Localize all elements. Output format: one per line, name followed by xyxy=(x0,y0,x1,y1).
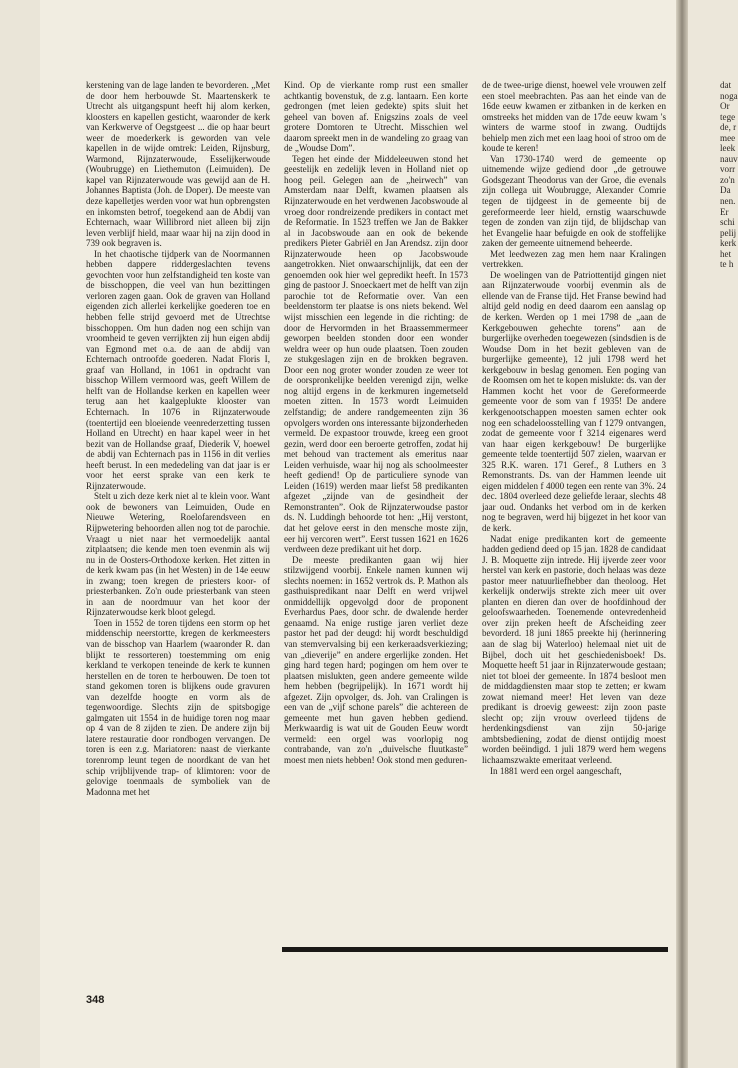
paragraph: Kind. Op de vierkante romp rust een smaller achtkantig bovenstuk, de z.g. lantaarn. Een korte gedrongen (met leien gedekte) spits sluit het geheel van boven af. Enigszins zoals de veel grotere Domtoren te Utrecht. Misschien wel daarom spreekt men in de wandeling zo graag van de „Woudse Dom”. xyxy=(284,80,468,154)
fragment-line: vorr xyxy=(720,164,736,175)
paragraph: In het chaotische tijdperk van de Noormannen hebben dappere riddergeslachten tevens gevochten voor hun zelfstandigheid ten koste van de bisschoppen, die veel van hun bezittingen verloren zagen gaan. Ook de graven van Holland eigenden zich allerlei kerkelijke goederen toe en hebben felle strijd gevoerd met de Utrechtse bisschoppen. Om hun daden nog een schijn van vroomheid te geven verrijkten zij hun eigen abdij van Egmond met o.a. de aan de abdij van Echternach ontroofde goederen. Nadat Floris I, graaf van Holland, in 1061 in opdracht van bisschop Willem vermoord was, geeft Willem de helft van de Hollandse kerken en kapellen weer terug aan het kaalgeplukte klooster van Echternach. In 1076 in Rijnzaterwoude (toentertijd een bloeiende veenrederzetting tussen Holland en Utrecht) en haar kapel weer in het bezit van de Hollandse graaf, Diederik V, hoewel de abdij van Echternach pas in 1156 in dit verlies heeft berust. In een mededeling van dat jaar is er voor het eerst sprake van een kerk te Rijnzaterwoude. xyxy=(86,248,270,491)
paragraph: Met leedwezen zag men hem naar Kralingen vertrekken. xyxy=(482,248,666,270)
fragment-line: leek xyxy=(720,143,736,154)
page-number: 348 xyxy=(86,994,105,1006)
fragment-line: nauv xyxy=(720,153,738,164)
paragraph: De woelingen van de Patriottentijd gingen niet aan Rijnzaterwoude voorbij evenmin als de ellende van de Franse tijd. Het Franse bewind had altijd geld nodig en deed daarom een aanslag op de kerken. Werden op 1 mei 1798 de „aan de Kerkgebouwen gehechte torens” aan de burgerlijke overheden toegewezen (sindsdien is de Woudse Dom in het bezit gebleven van de burgerlijke gemeente), 12 juli 1798 werd het kerkgebouw in beslag genomen. Een poging van de Roomsen om het te kopen mislukte: ds. van der Hammen kocht het voor de Gereformeerde gemeente voor de som van f 1935! De andere kerkgenootschappen moesten samen echter ook nog een schadeloosstelling van f 1279 ontvangen, zodat de gemeente voor f 3214 eigenares werd van haar eigen kerkgebouw! De burgerlijke gemeente telde toentertijd 507 zielen, waarvan er 325 R.K. waren. 171 Geref., 8 Luthers en 3 Remonstrants. Ds. van der Hammen leende uit eigen middelen f 4000 tegen een rente van 3%. 24 dec. 1804 overleed deze geliefde leraar, slechts 48 jaar oud. Ondanks het verbod om in de kerken nog te begraven, werd hij bijgezet in het koor van de kerk. xyxy=(482,269,666,533)
paragraph: kerstening van de lage landen te bevorderen. „Met de door hem herbouwde St. Maartenskerk te Utrecht als uitgangspunt heeft hij alom kerken, kloosters en kapellen gesticht, waaronder de kerk van Kerkwerve of Oegstgeest ... die op haar beurt weer de moederkerk is geworden van vele kapellen in de wijde omtrek: Leiden, Rijnsburg, Warmond, Rijnzaterwoude, Esselijkerwoude (Woubrugge) en Liethemuton (Leimuiden). De kapel van Rijnzaterwoude was gewijd aan de H. Johannes Baptista (Joh. de Doper). De meeste van deze kapelletjes werden voor wat hun opbrengsten en inkomsten betrof, toegekend aan de Abdij van Echternach, waar Willibrord niet alleen bij zijn leven verblijf hield, maar waar hij na zijn dood in 739 ook begraven is. xyxy=(86,80,270,249)
fragment-line: Or xyxy=(720,101,730,112)
fragment-line: kerk xyxy=(720,238,737,249)
paragraph: Stelt u zich deze kerk niet al te klein voor. Want ook de bewoners van Leimuiden, Oude en Nieuwe Wetering, Roelofarendsveen en Rijpwetering behoorden allen nog tot de parochie. Vraagt u niet naar het vermoedelijk aantal zitplaatsen; die kende men toen evenmin als wij nu in de Oosters-Orthodoxe kerken. Het zitten in de kerk kwam pas (in het Westen) in de 14e eeuw in zwang; toen kregen de priesters koor- of priesterbanken. Zo'n oude priesterbank van steen in aan de noordmuur van het koor der Rijnzaterwoudse kerk bloot gelegd. xyxy=(86,491,270,618)
paragraph: Toen in 1552 de toren tijdens een storm op het middenschip neerstortte, kregen de kerkmeesters van de bisschop van Haarlem (waaronder R. dan blijkt te ressorteren) toestemming om enig kerkland te verkopen teneinde de kerk te kunnen herstellen en de toren te herbouwen. De toen tot stand gekomen toren is blijkens oude gravuren van dezelfde hoogte en vorm als de tegenwoordige. Slechts zijn de spitsbogige galmgaten uit 1554 in de huidige toren nog maar op 4 van de 8 zijden te zien. De andere zijn bij latere restauratie door rondbogen vervangen. De toren is een z.g. Mariatoren: naast de vierkante torenromp leunt tegen de noordkant de van het schip vrijblijvende trap- of klimtoren: voor de gelovige toenmaals de symboliek van de Madonna met het xyxy=(86,617,270,797)
right-page-text-fragments xyxy=(720,80,738,270)
fragment-line: dat xyxy=(720,80,732,90)
paragraph: De meeste predikanten gaan wij hier stilzwijgend voorbij. Enkele namen kunnen wij slechts noemen: in 1652 vertrok ds. P. Mathon als gasthuispredikant naar Delft en werd vrijwel onmiddellijk opgevolgd door de proponent Everhardus Paes, door schr. de dwalende herder genaamd. Na enige rustige jaren verliet deze pastor het pad der deugd: hij wordt beschuldigd van stemvervalsing bij een kerkeraadsverkiezing; van „dieverije” en andere ergerlijke zonden. Het ging hard tegen hard; pogingen om hem over te plaatsen mislukten, geen andere gemeente wilde hem hebben (begrijpelijk). In 1671 wordt hij afgezet. Zijn opvolger, ds. Joh. van Cralingen is een van de „vijf schone parels” die achtereen de gemeente met hun gaven hebben gediend. Merkwaardig is wat uit de Gouden Eeuw wordt vermeld: een orgel was voorlopig nog contrabande, van zo'n „duivelsche fluutkaste” moest men niets hebben! Ook stond men geduren- xyxy=(284,554,468,765)
paragraph: Van 1730-1740 werd de gemeente op uitnemende wijze gediend door „de getrouwe Godsgezant Theodorus van der Groe, die evenals zijn collega uit Woubrugge, Alexander Comrie tegen de tijdgeest in de gemeente bij de gereformeerde leer hield, ernstig waarschuwde tegen de zonden van zijn tijd, de blijdschap van het Evangelie haar befuigde en ook de stoffelijke zaken der gemeente uitnemend beheerde. xyxy=(482,153,666,249)
fragment-line: pelij xyxy=(720,227,737,238)
text-column-2 xyxy=(284,80,468,766)
text-column-1 xyxy=(86,80,270,797)
fragment-line: zo'n xyxy=(720,174,735,185)
footer-rule xyxy=(282,947,668,952)
fragment-line: noga xyxy=(720,90,738,101)
fragment-line: tege xyxy=(720,111,736,122)
paragraph: In 1881 werd een orgel aangeschaft, xyxy=(490,765,622,776)
fragment-line: de, r xyxy=(720,122,737,133)
fragment-line: Da xyxy=(720,185,731,196)
fragment-line: het xyxy=(720,248,732,259)
fragment-line: Er xyxy=(720,206,729,217)
book-gutter xyxy=(676,0,688,1068)
fragment-line: mee xyxy=(720,132,736,143)
paragraph: de de twee-urige dienst, hoewel vele vrouwen zelf een stoel meebrachten. Pas aan het einde van de 16de eeuw kwamen er zitbanken in de kerken en omstreeks het midden van de 17de eeuw kwam 's winters de warme stoof in zwang. Oudtijds behielp men zich met een laag hooi of stroo om de koude te keren! xyxy=(482,80,666,154)
fragment-line: schi xyxy=(720,217,735,228)
paragraph: Tegen het einde der Middeleeuwen stond het geestelijk en zedelijk leven in Holland niet op hoog peil. Gelegen aan de „heirwech” van Amsterdam naar Delft, kwamen plaatsen als Rijnzaterwoude en het verdwenen Jacobswoude al vroeg door rondreizende predikers in contact met de Reformatie. In 1523 treffen we Jan de Bakker al in Jacobswoude aan en ook de bekende predikers Pieter Gabriël en Jan Arendsz. zijn door Rijnzaterwoude heen op Jacobswoude aangetrokken. Niet onwaarschijnlijk, dat een der genoemden ook hier wel gepredikt heeft. In 1573 ging de pastoor J. Snoeckaert met de helft van zijn parochie tot de Reformatie over. Van een beeldenstorm ter plaatse is ons niets bekend. Wel wijst misschien een legende in die richting: de door de Hervormden in het Braassemmermeer geworpen beelden stonden door een wonder weldra weer op hun oude plaatsen. Toen zouden ze stukgeslagen zijn en de brokken begraven. Door een nog groter wonder zouden ze weer tot de oorspronkelijke beelden verenigd zijn, welke nog altijd ergens in de kerkmuren ingemetseld moeten zitten. In 1573 wordt Leimuiden zelfstandig; de andere randgemeenten zijn 36 opvolgers worden ons interessante bijzonderheden vermeld. De expastoor trouwde, kreeg een groot gezin, werd door een beroerte getroffen, zodat hij met behoud van tractement als emeritus naar Leiden verhuisde, waar hij nog als schoolmeester heeft gediend! Op de particuliere synode van Leiden (1619) werden maar liefst 58 predikanten afgezet „zijnde van de gesindheit der Remonstranten”. Ook de Rijnzaterwoudse pastor ds. N. Luddingh behoorde tot hen: „Hij verstont, dat het gelove eerst in den mensche moste zijn, eer hij vercoren wert”. Eerst tussen 1621 en 1626 verdween deze predikant uit het dorp. xyxy=(284,153,468,555)
fragment-line: te h xyxy=(720,259,734,270)
fragment-line: nen. xyxy=(720,196,736,207)
paragraph: Nadat enige predikanten kort de gemeente hadden gediend deed op 15 jan. 1828 de candidaat J. B. Moquette zijn intrede. Hij ijverde zeer voor herstel van kerk en pastorie, doch helaas was deze pastor meer natuurliefhebber dan theoloog. Het kerkelijk onderwijs strekte zich meer uit over planten en dieren dan over de hoofdinhoud der geloofswaarheden. Toenemende ontevredenheid over zijn preken heeft de Afscheiding zeer bevorderd. 18 juni 1865 preekte hij (herinnering aan de slag bij Waterloo) helemaal niet uit de Bijbel, doch uit het geschiedenisboek! Ds. Moquette heeft 51 jaar in Rijnzaterwoude gestaan; niet tot bloei der gemeente. In 1874 besloot men de middagdiensten maar stop te zetten; er kwam zowat niemand meer! Het leven van deze predikant is droevig geweest: zijn zoon paste slecht op; zijn vrouw overleed tijdens de herdenkingsdienst van zijn 50-jarige ambtsbediening, zodat de dienst ontijdig moest worden beëindigd. 1 juli 1879 werd hem wegens lichaamszwakte emeritaat verleend. xyxy=(482,533,666,765)
text-column-3 xyxy=(482,80,666,776)
